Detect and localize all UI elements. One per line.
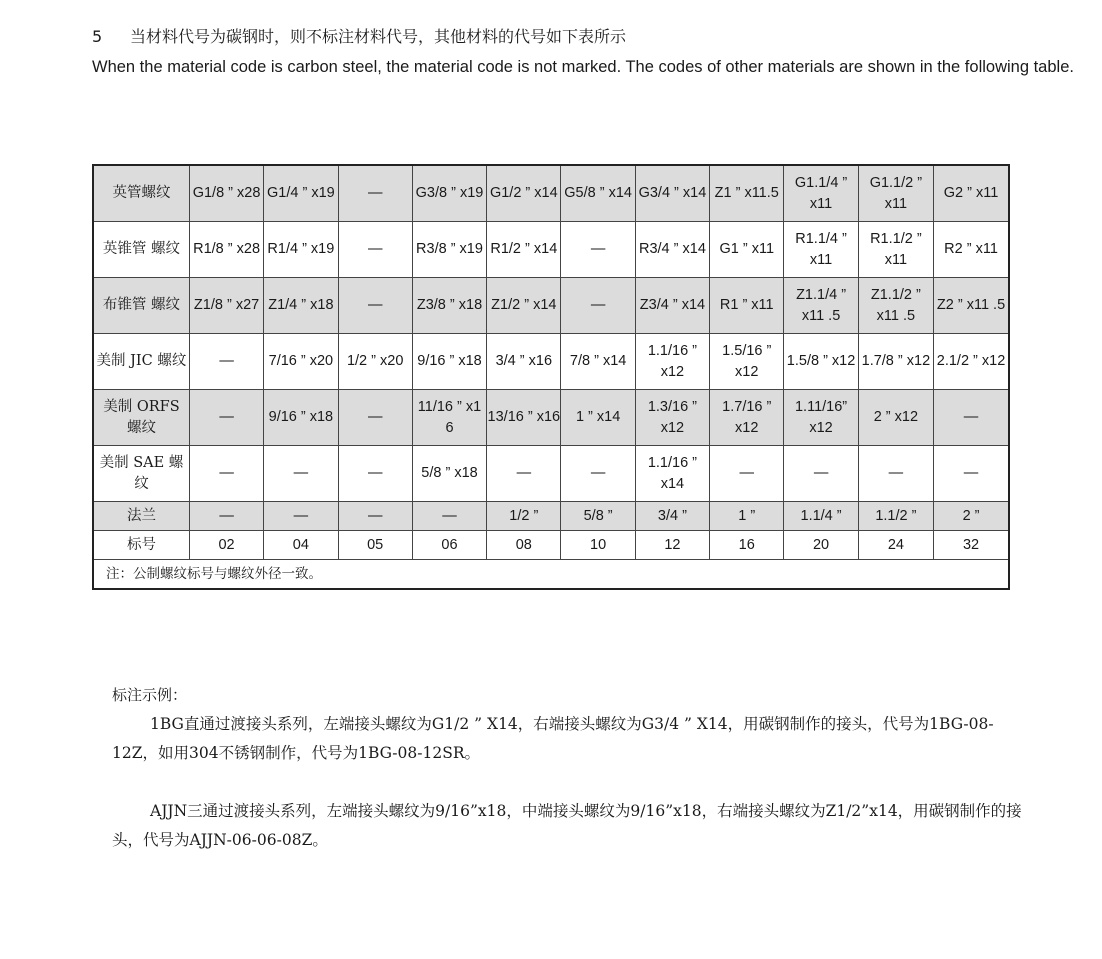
table-row — [93, 390, 1009, 446]
table-cell: — — [338, 446, 412, 502]
row-header: 法兰 — [93, 502, 189, 531]
intro-paragraph: When the material code is carbon steel, the material code is not marked. The codes of other materials are shown in the following table. — [92, 58, 1074, 76]
table-cell: — — [264, 446, 338, 502]
table-cell: — — [784, 446, 858, 502]
table-cell: — — [338, 502, 412, 531]
table-note: 注：公制螺纹标号与螺纹外径一致。 — [93, 560, 1009, 590]
table-cell: 1.1/2 ” — [858, 502, 933, 531]
table-cell: R1.1/2 ” x11 — [858, 222, 933, 278]
table-row — [93, 334, 1009, 390]
table-cell: — — [189, 446, 263, 502]
table-cell: — — [189, 502, 263, 531]
table-cell: 9/16 ” x18 — [412, 334, 486, 390]
table-row — [93, 502, 1009, 531]
table-cell: — — [189, 334, 263, 390]
table-cell: R1/8 ” x28 — [189, 222, 263, 278]
table-cell: 32 — [934, 531, 1009, 560]
table-cell: 1.5/16 ” x12 — [710, 334, 784, 390]
table-cell: 7/8 ” x14 — [561, 334, 635, 390]
table-cell: 12 — [635, 531, 709, 560]
table-cell: 1.5/8 ” x12 — [784, 334, 858, 390]
table-cell: 1.7/8 ” x12 — [858, 334, 933, 390]
table-cell: R1/2 ” x14 — [487, 222, 561, 278]
table-cell: 13/16 ” x16 — [487, 390, 561, 446]
table-cell: 2.1/2 ” x12 — [934, 334, 1009, 390]
table-cell: G1/2 ” x14 — [487, 165, 561, 222]
table-cell: R1.1/4 ” x11 — [784, 222, 858, 278]
table-cell: 1.1/16 ” x12 — [635, 334, 709, 390]
row-header: 英管螺纹 — [93, 165, 189, 222]
table-cell: 06 — [412, 531, 486, 560]
table-cell: — — [338, 390, 412, 446]
table-cell: Z1.1/4 ” x11 .5 — [784, 278, 858, 334]
row-header: 美制 SAE 螺纹 — [93, 446, 189, 502]
table-cell: 11/16 ” x1 6 — [412, 390, 486, 446]
table-cell: 02 — [189, 531, 263, 560]
table-cell: G1/4 ” x19 — [264, 165, 338, 222]
table-cell: — — [561, 278, 635, 334]
table-cell: R3/8 ” x19 — [412, 222, 486, 278]
table-cell: — — [858, 446, 933, 502]
table-cell: R1 ” x11 — [710, 278, 784, 334]
table-cell: 1.1/16 ” x14 — [635, 446, 709, 502]
table-cell: — — [487, 446, 561, 502]
table-cell: — — [561, 446, 635, 502]
table-cell: G1 ” x11 — [710, 222, 784, 278]
table-cell: Z2 ” x11 .5 — [934, 278, 1009, 334]
table-cell: 10 — [561, 531, 635, 560]
table-cell: R3/4 ” x14 — [635, 222, 709, 278]
table-cell: R1/4 ” x19 — [264, 222, 338, 278]
table-cell: — — [189, 390, 263, 446]
table-row — [93, 446, 1009, 502]
table-cell: 08 — [487, 531, 561, 560]
table-cell: — — [412, 502, 486, 531]
row-header: 标号 — [93, 531, 189, 560]
table-cell: Z1.1/2 ” x11 .5 — [858, 278, 933, 334]
table-cell: 5/8 ” — [561, 502, 635, 531]
table-cell: 20 — [784, 531, 858, 560]
table-cell: Z1/8 ” x27 — [189, 278, 263, 334]
table-row — [93, 531, 1009, 560]
example-paragraph-1: 1BG直通过渡接头系列，左端接头螺纹为G1/2 ” X14，右端接头螺纹为G3/4 ” X14，用碳钢制作的接头，代号为1BG-08-12Z，如用304不锈钢制作，代号为1BG-08-12SR。 — [112, 715, 994, 762]
table-cell: 1 ” — [710, 502, 784, 531]
table-cell: 2 ” x12 — [858, 390, 933, 446]
table-cell: — — [561, 222, 635, 278]
table-row — [93, 222, 1009, 278]
table-cell: 9/16 ” x18 — [264, 390, 338, 446]
row-header: 美制 JIC 螺纹 — [93, 334, 189, 390]
table-cell: G3/8 ” x19 — [412, 165, 486, 222]
table-cell: 1.7/16 ” x12 — [710, 390, 784, 446]
table-cell: 1.11/16” x12 — [784, 390, 858, 446]
table-cell: G3/4 ” x14 — [635, 165, 709, 222]
table-cell: 1 ” x14 — [561, 390, 635, 446]
table-cell: 3/4 ” — [635, 502, 709, 531]
table-cell: Z1/2 ” x14 — [487, 278, 561, 334]
table-cell: 1/2 ” — [487, 502, 561, 531]
section-title: 当材料代号为碳钢时，则不标注材料代号，其他材料的代号如下表所示 — [130, 27, 627, 46]
table-cell: Z3/8 ” x18 — [412, 278, 486, 334]
table-row — [93, 278, 1009, 334]
table-cell: 1/2 ” x20 — [338, 334, 412, 390]
table-cell: G2 ” x11 — [934, 165, 1009, 222]
example-label: 标注示例： — [112, 686, 188, 704]
table-cell: 5/8 ” x18 — [412, 446, 486, 502]
table-note-row — [93, 560, 1009, 590]
table-cell: Z3/4 ” x14 — [635, 278, 709, 334]
table-cell: G5/8 ” x14 — [561, 165, 635, 222]
table-cell: 24 — [858, 531, 933, 560]
table-cell: 16 — [710, 531, 784, 560]
table-cell: — — [338, 278, 412, 334]
row-header: 美制 ORFS 螺纹 — [93, 390, 189, 446]
table-cell: 05 — [338, 531, 412, 560]
section-heading — [92, 24, 626, 47]
table-cell: Z1/4 ” x18 — [264, 278, 338, 334]
table-cell: 1.1/4 ” — [784, 502, 858, 531]
table-cell: R2 ” x11 — [934, 222, 1009, 278]
table-cell: — — [338, 222, 412, 278]
row-header: 英锥管 螺纹 — [93, 222, 189, 278]
table-cell: 3/4 ” x16 — [487, 334, 561, 390]
section-number: 5 — [92, 27, 103, 46]
table-cell: 1.3/16 ” x12 — [635, 390, 709, 446]
table-cell: 04 — [264, 531, 338, 560]
table-cell: Z1 ” x11.5 — [710, 165, 784, 222]
table-cell: — — [264, 502, 338, 531]
row-header: 布锥管 螺纹 — [93, 278, 189, 334]
example-paragraph-2: AJJN三通过渡接头系列，左端接头螺纹为9/16”x18，中端接头螺纹为9/16”x18，右端接头螺纹为Z1/2”x14，用碳钢制作的接头，代号为AJJN-06-06-08Z。 — [112, 802, 1022, 849]
table-row — [93, 165, 1009, 222]
table-cell: 7/16 ” x20 — [264, 334, 338, 390]
table-cell: — — [338, 165, 412, 222]
table-cell: — — [934, 446, 1009, 502]
material-code-table — [92, 164, 1010, 590]
table-cell: 2 ” — [934, 502, 1009, 531]
table-cell: — — [934, 390, 1009, 446]
table-cell: G1.1/4 ” x11 — [784, 165, 858, 222]
table-cell: G1/8 ” x28 — [189, 165, 263, 222]
table-cell: G1.1/2 ” x11 — [858, 165, 933, 222]
table-cell: — — [710, 446, 784, 502]
